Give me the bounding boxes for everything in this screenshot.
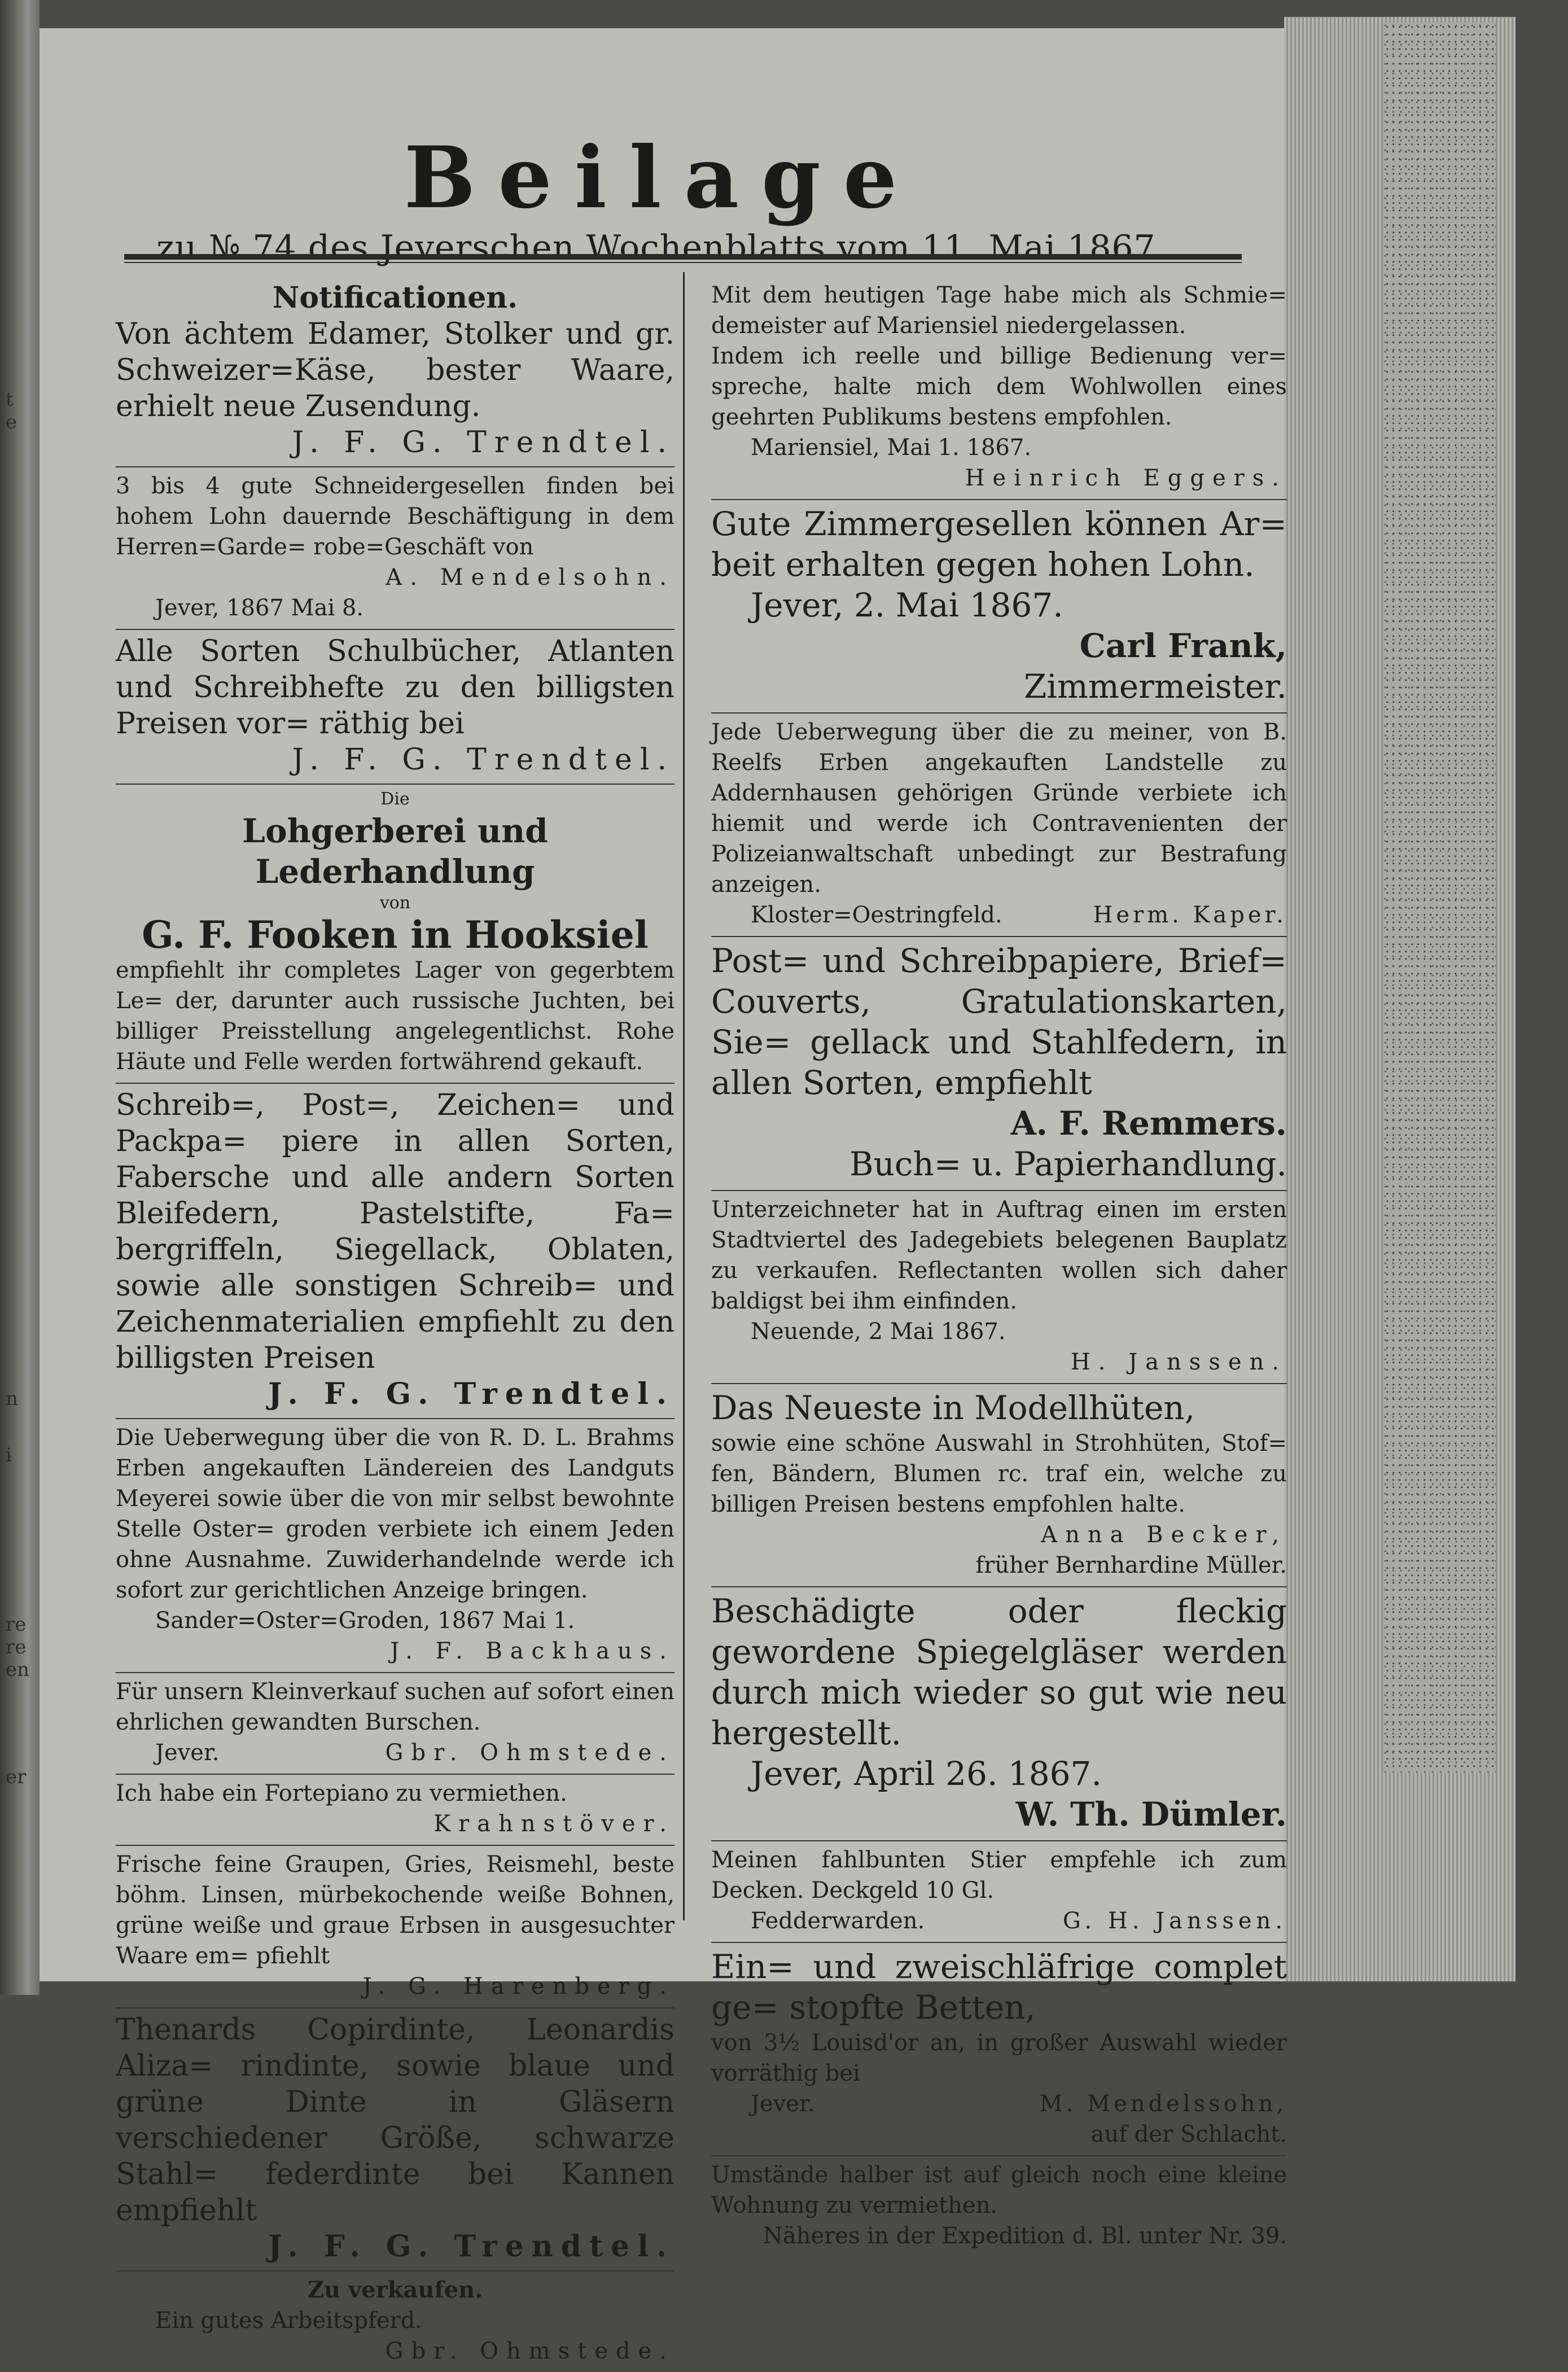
ad-footer — [711, 1906, 1287, 1936]
ad-signature: Carl Frank, — [1079, 627, 1287, 665]
newspaper-page — [40, 28, 1287, 2364]
ad-body: von 3½ Louisd'or an, in großer Auswahl wieder vorräthig bei — [711, 2030, 1287, 2086]
ad-lohgerberei — [116, 785, 674, 1084]
ad-signature: J. F. Backhaus. — [390, 1638, 674, 1664]
ad-body: Schreib=, Post=, Zeichen= und Packpa= piere in allen Sorten, Fabersche und alle andern Sorten Bleifedern, Pastelstifte, Fa= bergriffeln, Siegellack, Oblaten, sowie alle sonstigen Schreib= und Zeichenmaterialien empfiehlt zu den billigsten Preisen — [116, 1088, 674, 1375]
ad-place: Jever. — [155, 1740, 220, 1766]
masthead-rule — [124, 254, 1242, 260]
ad-signature-note: früher Bernhardine Müller. — [975, 1552, 1287, 1578]
ad-reelfs — [711, 714, 1287, 937]
ad-signature: W. Th. Dümler. — [1015, 1795, 1287, 1833]
ad-signature: J. F. G. Trendtel. — [268, 1377, 674, 1411]
ad-signature: Herm. Kaper. — [1093, 902, 1287, 928]
ad-body: Meinen fahlbunten Stier empfehle ich zum Decken. Deckgeld 10 Gl. — [711, 1847, 1287, 1903]
ad-brahms — [116, 1419, 674, 1673]
ad-place: Fedderwarden. — [751, 1908, 925, 1934]
ad-signature: G. H. Janssen. — [1062, 1908, 1287, 1934]
ad-signature-note: auf der Schlacht. — [1090, 2121, 1287, 2147]
ad-betten — [711, 1943, 1287, 2156]
ad-fortepiano — [116, 1775, 674, 1846]
margin-fragment: e — [6, 411, 17, 434]
ad-note: Näheres in der Expedition d. Bl. unter Nr. 39. — [763, 2223, 1287, 2249]
masthead-subtitle: zu № 74 des Jeverschen Wochenblatts vom 11. Mai 1867. — [156, 228, 1167, 268]
ad-heading: Lohgerberei und Lederhandlung — [242, 812, 548, 891]
ad-dinte — [116, 2008, 674, 2272]
ad-body: Umstände halber ist auf gleich noch eine kleine Wohnung zu vermiethen. — [711, 2162, 1287, 2218]
ad-signature: J. F. G. Trendtel. — [292, 743, 674, 777]
right-column — [711, 277, 1287, 2257]
ad-body: Mit dem heutigen Tage habe mich als Schmie= demeister auf Mariensiel niedergelassen. — [711, 282, 1287, 339]
ad-bauplatz — [711, 1191, 1287, 1384]
ad-body: Ein gutes Arbeitspferd. — [155, 2308, 423, 2334]
book-cover — [1383, 23, 1496, 1773]
ad-notificationen — [116, 277, 674, 467]
ad-date: Jever, April 26. 1867. — [751, 1754, 1102, 1793]
ad-signature: Krahnstöver. — [433, 1811, 674, 1837]
ad-signature-title: Buch= u. Papierhandlung. — [849, 1145, 1287, 1183]
previous-page-edge — [0, 0, 40, 1995]
ad-signature: J. F. G. Trendtel. — [268, 2229, 674, 2264]
ad-body: Unterzeichneter hat in Auftrag einen im ersten Stadtviertel des Jadegebiets belegenen Bauplatz zu verkaufen. Reflectanten wollen sich daher baldigst bei ihm einfinden. — [711, 1197, 1287, 1314]
ad-signature: Gbr. Ohmstede. — [385, 2338, 674, 2364]
margin-fragment: en — [6, 1658, 30, 1681]
ad-signature: H. Janssen. — [1070, 1349, 1287, 1375]
ad-signature: A. Mendelsohn. — [386, 564, 674, 590]
margin-fragment: re — [6, 1636, 27, 1658]
ad-stier — [711, 1841, 1287, 1943]
ad-signature: J. F. G. Trendtel. — [292, 426, 674, 459]
ad-body: Post= und Schreibpapiere, Brief= Couverts, Gratulationskarten, Sie= gellack und Stahlfedern, in allen Sorten, empfiehlt — [711, 942, 1287, 1102]
ad-signature: A. F. Remmers. — [1010, 1104, 1287, 1143]
ad-modellhueten — [711, 1384, 1287, 1587]
ad-schreibpapiere — [116, 1084, 674, 1419]
ad-body: Alle Sorten Schulbücher, Atlanten und Schreibhefte zu den billigsten Preisen vor= räthig bei — [116, 634, 674, 741]
column-divider — [683, 272, 685, 1920]
ad-body: Gute Zimmergesellen können Ar= beit erhalten gegen hohen Lohn. — [711, 505, 1287, 584]
ad-body: Jede Ueberwegung über die zu meiner, von B. Reelfs Erben angekauften Landstelle zu Addernhausen gehörigen Gründe verbiete ich hiemit und werde ich Contravenienten der Polizeianwaltschaft unbedingt zur Bestrafung anzeigen. — [711, 719, 1287, 898]
ad-signature: Gbr. Ohmstede. — [385, 1740, 674, 1766]
margin-fragment: n — [6, 1388, 18, 1410]
ad-heading: Notificationen. — [272, 281, 518, 315]
ad-heading: Zu verkaufen. — [307, 2277, 483, 2303]
ad-arbeitspferd — [116, 2272, 674, 2372]
ad-body: sowie eine schöne Auswahl in Strohhüten, Stof= fen, Bändern, Blumen rc. traf ein, welche zu billigen Preisen bestens empfohlen halte. — [711, 1430, 1287, 1517]
ad-body: 3 bis 4 gute Schneidergesellen finden bei hohem Lohn dauernde Beschäftigung in dem Herren=Garde= robe=Geschäft von — [116, 473, 674, 560]
margin-fragment: i — [6, 1444, 12, 1467]
ad-signature: Anna Becker, — [1041, 1522, 1287, 1548]
ad-schulbuecher — [116, 630, 674, 785]
ad-body: Für unsern Kleinverkauf suchen auf sofort einen ehrlichen gewandten Burschen. — [116, 1679, 674, 1735]
ad-spiegel — [711, 1587, 1287, 1841]
masthead-rule-thin — [124, 262, 1242, 263]
ad-date: Jever, 2. Mai 1867. — [751, 586, 1063, 624]
masthead — [40, 128, 1284, 268]
ad-wohnung — [711, 2156, 1287, 2257]
ad-body: Ich habe ein Fortepiano zu vermiethen. — [116, 1780, 567, 1806]
ad-body: Frische feine Graupen, Gries, Reismehl, beste böhm. Linsen, mürbekochende weiße Bohnen, grüne weiße und graue Erbsen in ausgesuchter Waare em= pfiehlt — [116, 1852, 674, 1969]
masthead-title: Beilage — [404, 128, 920, 227]
ad-footer — [711, 900, 1287, 930]
ad-body: Die Ueberwegung über die von R. D. L. Brahms Erben angekauften Ländereien des Landguts Meyerei sowie über die von mir selbst bewohnte Stelle Oster= groden verbiete ich einem Jeden ohne Ausnahme. Zuwiderhandelnde werde ich sofort zur gerichtlichen Anzeige bringen. — [116, 1425, 674, 1603]
ad-postpapiere — [711, 937, 1287, 1191]
ad-graupen — [116, 1846, 674, 2008]
ad-body: empfiehlt ihr completes Lager von gegerbtem Le= der, darunter auch russische Juchten, bei billiger Preisstellung angelegentlichst. Rohe Häute und Felle werden fortwährend gekauft. — [116, 957, 674, 1075]
ad-signature: Heinrich Eggers. — [965, 465, 1287, 491]
ad-schmiedemeister — [711, 277, 1287, 500]
ad-heading-firm: G. F. Fooken in Hooksiel — [142, 913, 649, 957]
ad-body: Von ächtem Edamer, Stolker und gr. Schweizer=Käse, bester Waare, erhielt neue Zusendung. — [116, 317, 674, 423]
ad-signature: M. Mendelssohn, — [1039, 2091, 1287, 2117]
ad-date: Sander=Oster=Groden, 1867 Mai 1. — [155, 1608, 575, 1634]
ad-schneidergesellen — [116, 467, 674, 630]
ad-date: Mariensiel, Mai 1. 1867. — [751, 435, 1032, 461]
ad-place: Jever. — [751, 2091, 815, 2117]
ad-footer — [711, 2089, 1287, 2119]
margin-fragment: er — [6, 1766, 27, 1788]
ad-zimmergesellen — [711, 500, 1287, 714]
ad-body: Thenards Copirdinte, Leonardis Aliza= rindinte, sowie blaue und grüne Dinte in Gläsern verschiedener Größe, schwarze Stahl= federdinte bei Kannen empfiehlt — [116, 2013, 674, 2227]
left-column — [116, 277, 674, 2372]
margin-fragment: t — [6, 388, 14, 411]
ad-body: Beschädigte oder fleckig gewordene Spiegelgläser werden durch mich wieder so gut wie neu hergestellt. — [711, 1592, 1287, 1752]
margin-fragment: re — [6, 1613, 27, 1636]
ad-kleinverkauf — [116, 1673, 674, 1775]
ad-date: Neuende, 2 Mai 1867. — [751, 1319, 1006, 1345]
ad-heading: Ein= und zweischläfrige complet ge= stopfte Betten, — [711, 1948, 1287, 2027]
ad-heading: Das Neueste in Modellhüten, — [711, 1389, 1195, 1427]
ad-body: Indem ich reelle und billige Bedienung ver= spreche, halte mich dem Wohlwollen eines geehrten Publikums bestens empfohlen. — [711, 343, 1287, 430]
ad-footer — [116, 1738, 674, 1768]
ad-intro: Die — [380, 789, 410, 809]
ad-date: Jever, 1867 Mai 8. — [155, 595, 364, 621]
ad-place: Kloster=Oestringfeld. — [751, 902, 1002, 928]
ad-signature: J. G. Harenberg. — [362, 1973, 674, 1999]
ad-signature-title: Zimmermeister. — [1024, 667, 1287, 706]
ad-intro: von — [379, 893, 411, 913]
